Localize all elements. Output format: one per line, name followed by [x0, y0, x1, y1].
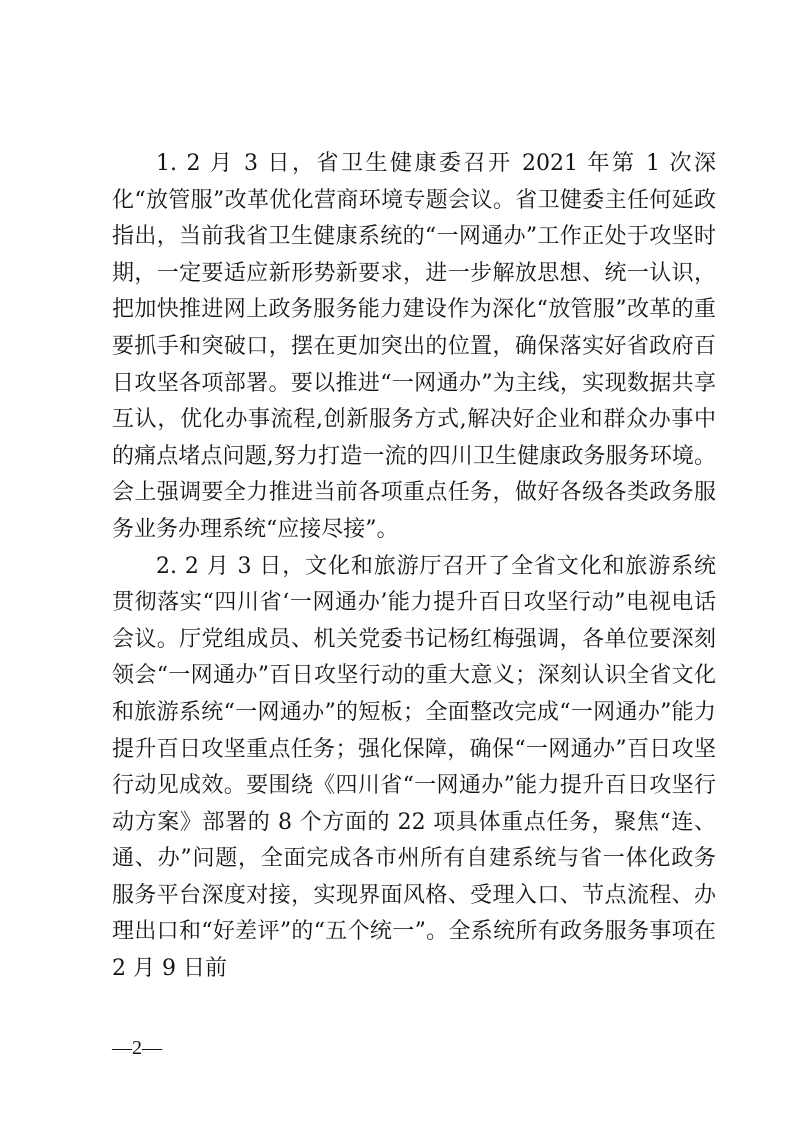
- paragraph-2: 2. 2 月 3 日，文化和旅游厅召开了全省文化和旅游系统贯彻落实“四川省‘一网通办’能力提升百日攻坚行动”电视电话会议。厅党组成员、机关党委书记杨红梅强调，各单位要深刻领会“一网通办”百日攻坚行动的重大意义；深刻认识全省文化和旅游系统“一网通办”的短板；全面整改完成“一网通办”能力提升百日攻坚重点任务；强化保障，确保“一网通办”百日攻坚行动见成效。要围绕《四川省“一网通办”能力提升百日攻坚行动方案》部署的 8 个方面的 22 项具体重点任务，聚焦“连、通、办”问题，全面完成各市州所有自建系统与省一体化政务服务平台深度对接，实现界面风格、受理入口、节点流程、办理出口和“好差评”的“五个统一”。全系统所有政务服务事项在 2 月 9 日前: [112, 553, 716, 982]
- document-body: [112, 146, 716, 988]
- paragraph-1: 1. 2 月 3 日，省卫生健康委召开 2021 年第 1 次深化“放管服”改革优化营商环境专题会议。省卫健委主任何延政指出，当前我省卫生健康系统的“一网通办”工作正处于攻坚时期，一定要适应新形势新要求，进一步解放思想、统一认识，把加快推进网上政务服务能力建设作为深化“放管服”改革的重要抓手和突破口，摆在更加突出的位置，确保落实好省政府百日攻坚各项部署。要以推进“一网通办”为主线，实现数据共享互认，优化办事流程,创新服务方式,解决好企业和群众办事中的痛点堵点问题,努力打造一流的四川卫生健康政务服务环境。会上强调要全力推进当前各项重点任务，做好各级各类政务服务业务办理系统“应接尽接”。: [112, 151, 716, 542]
- page-number: —2—: [112, 1037, 162, 1059]
